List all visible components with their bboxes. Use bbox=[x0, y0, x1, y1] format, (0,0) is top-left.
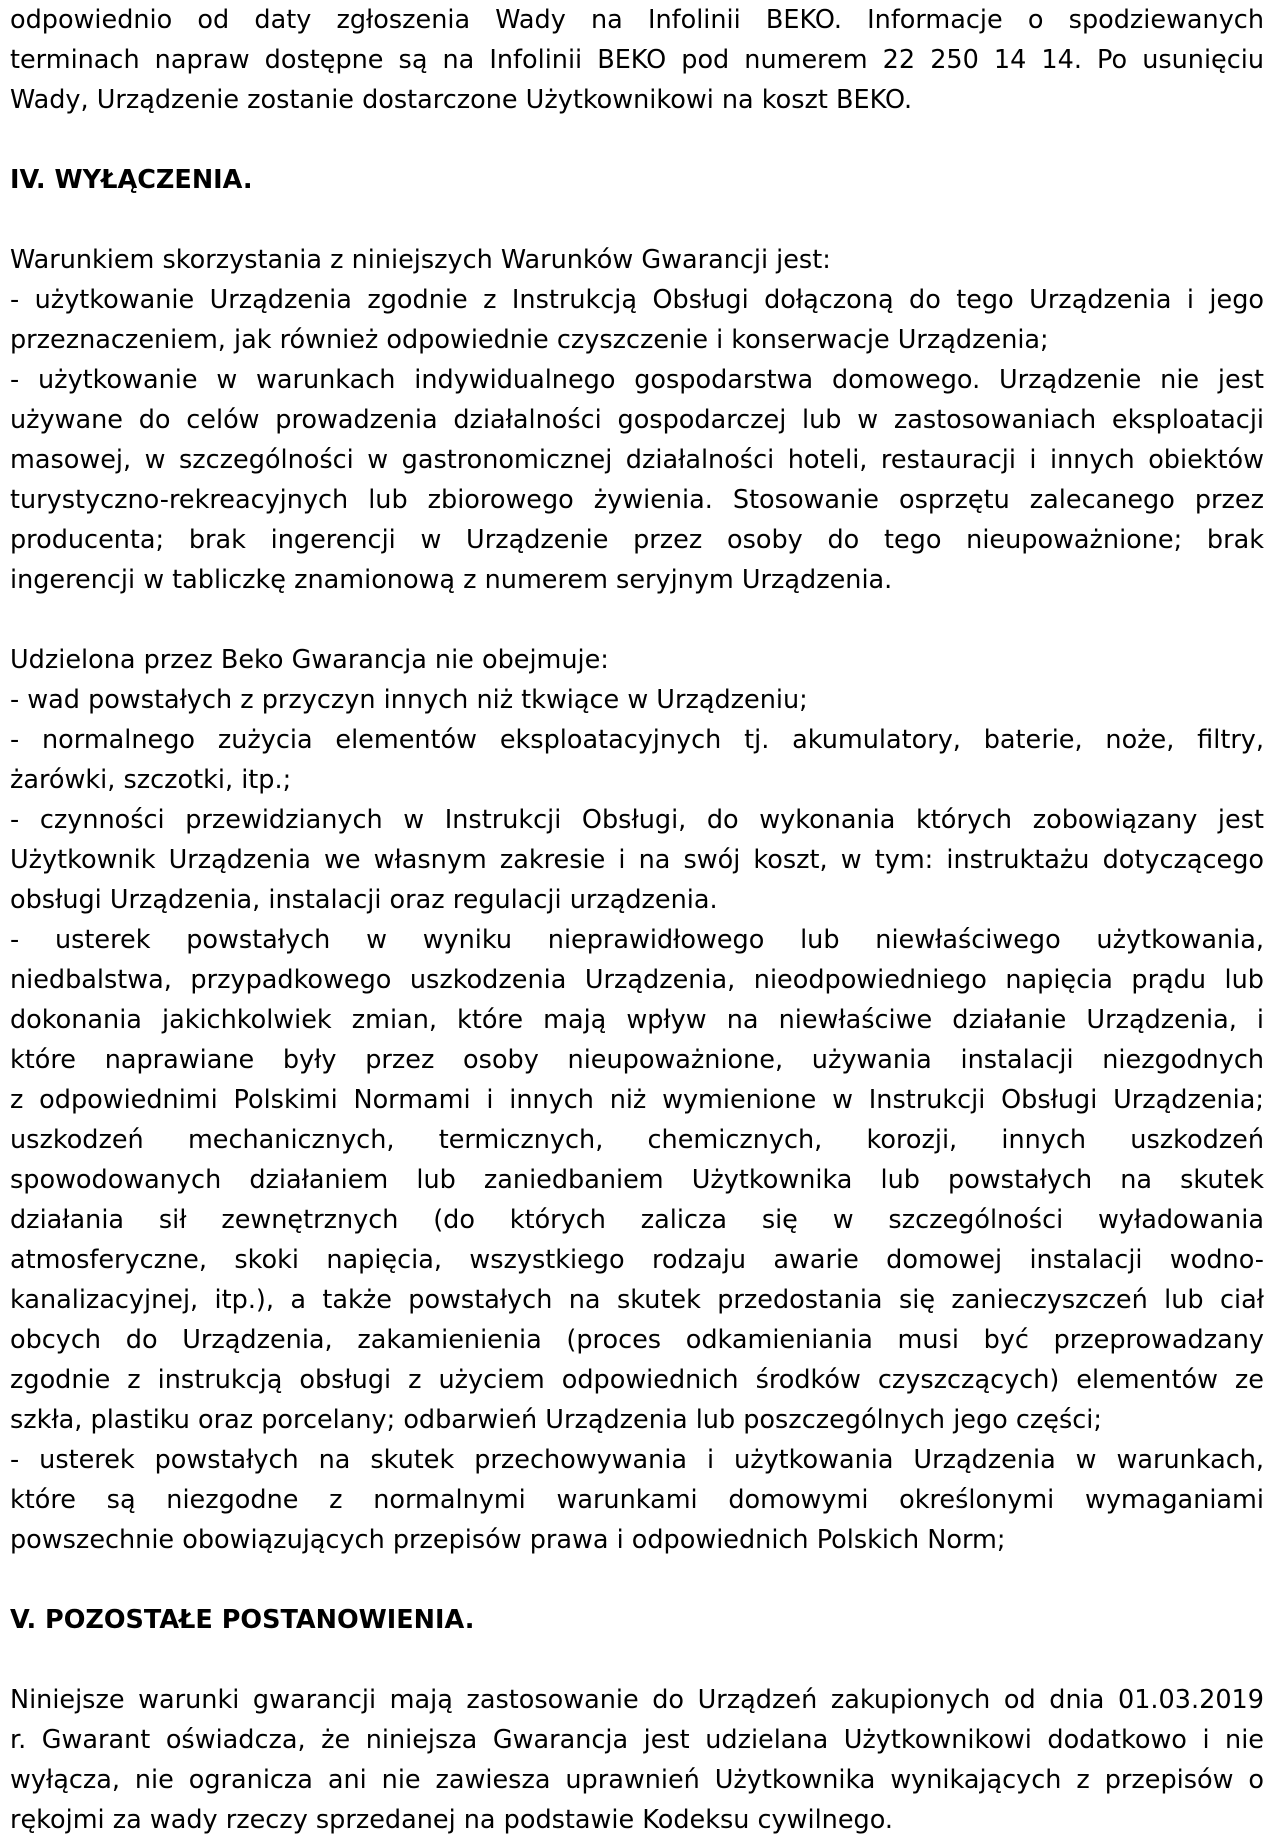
paragraph-gap bbox=[10, 1560, 1264, 1600]
text-line: - czynności przewidzianych w Instrukcji Obsługi, do wykonania których zobowiązany jest bbox=[10, 805, 1264, 835]
text-line: z odpowiednimi Polskimi Normami i innych niż wymienione w Instrukcji Obsługi Urządzenia; bbox=[10, 1085, 1264, 1115]
text-line: - użytkowanie Urządzenia zgodnie z Instrukcją Obsługi dołączoną do tego Urządzenia i jego bbox=[10, 285, 1264, 315]
text-line: szkła, plastiku oraz porcelany; odbarwień Urządzenia lub poszczególnych jego części; bbox=[10, 1405, 1102, 1435]
section-v-heading: V. POZOSTAŁE POSTANOWIENIA. bbox=[10, 1605, 475, 1635]
text-line: masowej, w szczególności w gastronomicznej działalności hoteli, restauracji i innych obiektów bbox=[10, 445, 1264, 475]
document-page bbox=[10, 0, 1264, 1840]
paragraph-gap bbox=[10, 600, 1264, 640]
text-line: spowodowanych działaniem lub zaniedbaniem Użytkownika lub powstałych na skutek bbox=[10, 1165, 1264, 1195]
text-line: które naprawiane były przez osoby nieupoważnione, używania instalacji niezgodnych bbox=[10, 1045, 1264, 1075]
text-line: rękojmi za wady rzeczy sprzedanej na podstawie Kodeksu cywilnego. bbox=[10, 1805, 893, 1835]
text-line: żarówki, szczotki, itp.; bbox=[10, 765, 292, 795]
text-line: działania sił zewnętrznych (do których zalicza się w szczególności wyładowania bbox=[10, 1205, 1264, 1235]
text-line: które są niezgodne z normalnymi warunkami domowymi określonymi wymaganiami bbox=[10, 1485, 1264, 1515]
text-line: powszechnie obowiązujących przepisów prawa i odpowiednich Polskich Norm; bbox=[10, 1525, 1006, 1555]
paragraph-gap bbox=[10, 1640, 1264, 1680]
text-line: - wad powstałych z przyczyn innych niż tkwiące w Urządzeniu; bbox=[10, 685, 808, 715]
paragraph-gap bbox=[10, 120, 1264, 160]
text-line: zgodnie z instrukcją obsługi z użyciem odpowiednich środków czyszczących) elementów ze bbox=[10, 1365, 1264, 1395]
text-line: turystyczno-rekreacyjnych lub zbiorowego żywienia. Stosowanie osprzętu zalecanego przez bbox=[10, 485, 1264, 515]
warranty-conditions-paragraph bbox=[10, 240, 1264, 600]
text-line: Udzielona przez Beko Gwarancja nie obejmuje: bbox=[10, 645, 609, 675]
text-line: Warunkiem skorzystania z niniejszych Warunków Gwarancji jest: bbox=[10, 245, 831, 275]
text-line: przeznaczeniem, jak również odpowiednie czyszczenie i konserwacje Urządzenia; bbox=[10, 325, 1049, 355]
warranty-exclusions-paragraph bbox=[10, 640, 1264, 1560]
text-line: atmosferyczne, skoki napięcia, wszystkiego rodzaju awarie domowej instalacji wodno- bbox=[10, 1245, 1264, 1275]
text-line: używane do celów prowadzenia działalności gospodarczej lub w zastosowaniach eksploatacji bbox=[10, 405, 1264, 435]
text-line: - użytkowanie w warunkach indywidualnego gospodarstwa domowego. Urządzenie nie jest bbox=[10, 365, 1264, 395]
text-line: - usterek powstałych w wyniku nieprawidłowego lub niewłaściwego użytkowania, bbox=[10, 925, 1264, 955]
text-line: ingerencji w tabliczkę znamionową z numerem seryjnym Urządzenia. bbox=[10, 565, 893, 595]
text-line: Użytkownik Urządzenia we własnym zakresie i na swój koszt, w tym: instruktażu dotyczącego bbox=[10, 845, 1264, 875]
text-line: - normalnego zużycia elementów eksploatacyjnych tj. akumulatory, baterie, noże, filtry, bbox=[10, 725, 1264, 755]
text-line: producenta; brak ingerencji w Urządzenie przez osoby do tego nieupoważnione; brak bbox=[10, 525, 1264, 555]
intro-paragraph bbox=[10, 0, 1264, 120]
text-line: obcych do Urządzenia, zakamienienia (proces odkamieniania musi być przeprowadzany bbox=[10, 1325, 1264, 1355]
text-line: odpowiednio od daty zgłoszenia Wady na Infolinii BEKO. Informacje o spodziewanych bbox=[10, 5, 1264, 35]
text-line: terminach napraw dostępne są na Infolinii BEKO pod numerem 22 250 14 14. Po usunięciu bbox=[10, 45, 1264, 75]
text-line: dokonania jakichkolwiek zmian, które mają wpływ na niewłaściwe działanie Urządzenia, i bbox=[10, 1005, 1264, 1035]
text-line: obsługi Urządzenia, instalacji oraz regulacji urządzenia. bbox=[10, 885, 718, 915]
text-line: - usterek powstałych na skutek przechowywania i użytkowania Urządzenia w warunkach, bbox=[10, 1445, 1264, 1475]
other-provisions-paragraph bbox=[10, 1680, 1264, 1840]
text-line: wyłącza, nie ogranicza ani nie zawiesza uprawnień Użytkownika wynikających z przepisów o bbox=[10, 1765, 1264, 1795]
text-line: niedbalstwa, przypadkowego uszkodzenia Urządzenia, nieodpowiedniego napięcia prądu lub bbox=[10, 965, 1264, 995]
text-line: kanalizacyjnej, itp.), a także powstałych na skutek przedostania się zanieczyszczeń lub ciał bbox=[10, 1285, 1264, 1315]
text-line: r. Gwarant oświadcza, że niniejsza Gwarancja jest udzielana Użytkownikowi dodatkowo i nie bbox=[10, 1725, 1264, 1755]
paragraph-gap bbox=[10, 200, 1264, 240]
text-line: Wady, Urządzenie zostanie dostarczone Użytkownikowi na koszt BEKO. bbox=[10, 85, 913, 115]
section-iv-heading: IV. WYŁĄCZENIA. bbox=[10, 165, 253, 195]
text-line: uszkodzeń mechanicznych, termicznych, chemicznych, korozji, innych uszkodzeń bbox=[10, 1125, 1264, 1155]
text-line: Niniejsze warunki gwarancji mają zastosowanie do Urządzeń zakupionych od dnia 01.03.2019 bbox=[10, 1685, 1264, 1715]
